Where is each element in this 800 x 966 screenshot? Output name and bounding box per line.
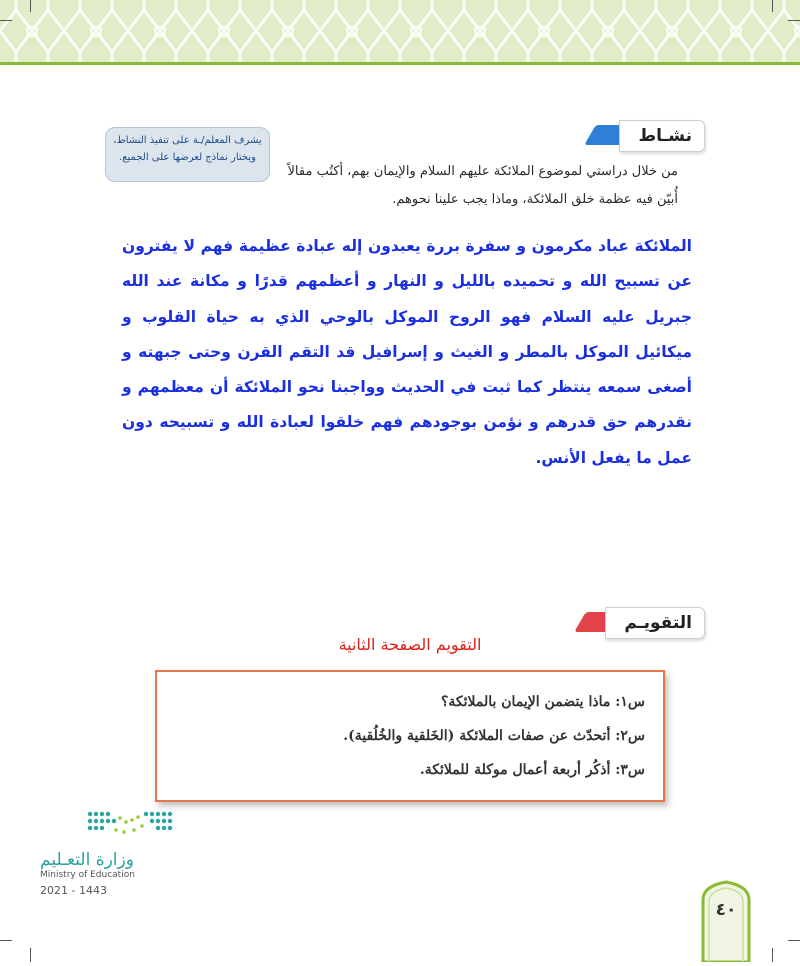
teacher-note-line: ويختار نماذج لعرضها على الجميع. bbox=[119, 152, 256, 163]
crop-mark bbox=[772, 0, 773, 12]
activity-instructions bbox=[208, 158, 678, 214]
ministry-name-ar: وزارة التعـليم bbox=[40, 850, 134, 870]
page-number: ٤٠ bbox=[715, 900, 737, 920]
student-answer: الملائكة عباد مكرمون و سفرة بررة يعبدون إله عبادة عظيمة فهم لا يفترون عن تسبيح الله و تحميده بالليل و النهار و أعظمهم قدرًا و مكانة عند الله جبريل عليه السلام فهو الروح الموكل بالوحي الذي به حياة القلوب و ميكائيل الموكل بالمطر و الغيث و إسرافيل قد التقم القرن وحتى جبهته و أصغى سمعه ينتظر كما ثبت في الحديث وواجبنا نحو الملائكة أن معظمهم و نقدرهم حق قدرهم و نؤمن بوجودهم فهم خلقوا لعبادة الله و تسبيحه دون عمل ما يفعل الأنس. bbox=[122, 237, 692, 467]
question-2: س٢: أتحدّث عن صفات الملائكة (الخَلقية والخُلُقية). bbox=[343, 728, 645, 744]
crop-mark bbox=[30, 0, 31, 12]
page-tab-shape bbox=[701, 880, 751, 962]
activity-tab-label: نشـاط bbox=[619, 120, 705, 152]
questions-box bbox=[155, 670, 665, 802]
ministry-logo bbox=[38, 808, 178, 908]
page-number-tab bbox=[701, 880, 751, 962]
crop-mark bbox=[788, 940, 800, 941]
ministry-years: 2021 - 1443 bbox=[40, 884, 107, 897]
teacher-note-line: يشرف المعلم/ـة على تنفيذ النشاط، bbox=[113, 135, 262, 146]
crop-mark bbox=[788, 20, 800, 21]
question-1: س١: ماذا يتضمن الإيمان بالملائكة؟ bbox=[440, 694, 645, 710]
arabesque-pattern bbox=[0, 0, 800, 62]
instruction-line: من خلال دراستي لموضوع الملائكة عليهم السلام والإيمان بهم، أكتُب مقالاً bbox=[287, 164, 678, 179]
crop-mark bbox=[30, 948, 31, 962]
instruction-line: أُبيّن فيه عظمة خلق الملائكة، وماذا يجب علينا نحوهم. bbox=[392, 192, 678, 207]
crop-mark bbox=[772, 948, 773, 962]
question-3: س٣: أذكُر أربعة أعمال موكلة للملائكة. bbox=[419, 762, 645, 778]
header-rule bbox=[0, 62, 800, 65]
activity-tab bbox=[590, 120, 705, 150]
header-ornament-band bbox=[0, 0, 800, 62]
evaluation-subtitle: التقويم الصفحة الثانية bbox=[338, 635, 482, 654]
evaluation-tab bbox=[580, 607, 705, 637]
ministry-name-en: Ministry of Education bbox=[40, 870, 135, 880]
crop-mark bbox=[0, 20, 12, 21]
evaluation-tab-label: التقويـم bbox=[605, 607, 705, 639]
ministry-dots-icon bbox=[86, 808, 178, 842]
crop-mark bbox=[0, 940, 12, 941]
